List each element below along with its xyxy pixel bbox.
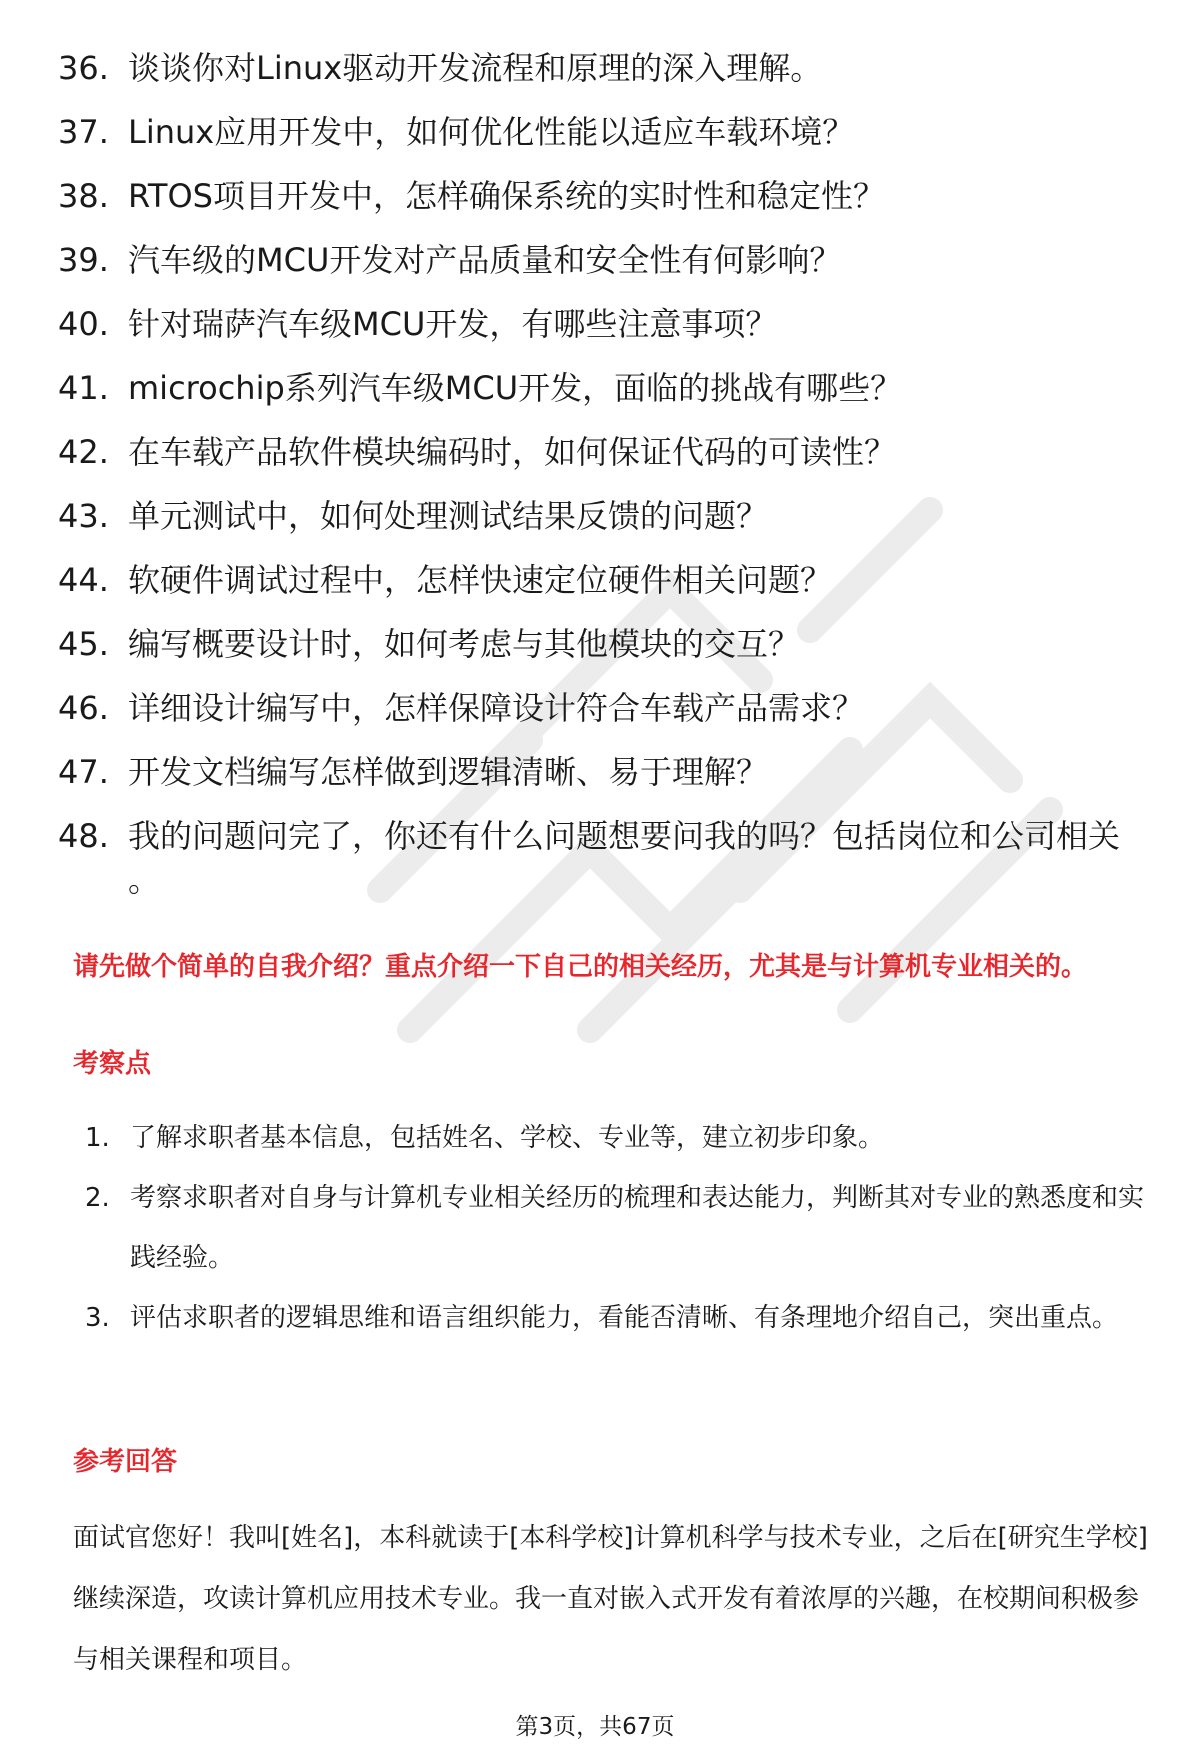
- question-number: 39.: [58, 241, 109, 279]
- point-text: 了解求职者基本信息，包括姓名、学校、专业等，建立初步印象。: [130, 1123, 885, 1153]
- question-number: 40.: [58, 305, 109, 343]
- question-number: 45.: [58, 625, 109, 663]
- question-text: microchip系列汽车级MCU开发，面临的挑战有哪些？: [128, 369, 903, 407]
- list-item: [58, 750, 1158, 794]
- list-item: [85, 1108, 1165, 1168]
- list-item: [58, 494, 1158, 538]
- reference-answer-heading: 参考回答: [73, 1447, 178, 1477]
- intro-question-heading: 请先做个简单的自我介绍？重点介绍一下自己的相关经历，尤其是与计算机专业相关的。: [73, 952, 1088, 982]
- list-item: [85, 1168, 1165, 1288]
- point-number: 2.: [85, 1183, 110, 1213]
- list-item: [58, 366, 1158, 410]
- question-text: 软硬件调试过程中，怎样快速定位硬件相关问题？: [128, 561, 833, 599]
- question-number: 37.: [58, 113, 109, 151]
- point-number: 1.: [85, 1123, 110, 1153]
- question-text: 在车载产品软件模块编码时，如何保证代码的可读性？: [128, 433, 897, 471]
- question-number: 46.: [58, 689, 109, 727]
- question-text: RTOS项目开发中，怎样确保系统的实时性和稳定性？: [128, 177, 885, 215]
- kaochadian-list: [85, 1108, 1165, 1348]
- question-number: 38.: [58, 177, 109, 215]
- kaochadian-heading: 考察点: [73, 1049, 152, 1079]
- list-item: [85, 1288, 1165, 1348]
- reference-answer-text: 面试官您好！我叫[姓名]，本科就读于[本科学校]计算机科学与技术专业，之后在[研究生学校]继续深造，攻读计算机应用技术专业。我一直对嵌入式开发有着浓厚的兴趣，在校期间积极参与相关课程和项目。: [73, 1523, 1148, 1675]
- list-item: [58, 558, 1158, 602]
- list-item: [58, 46, 1158, 90]
- question-text: 我的问题问完了，你还有什么问题想要问我的吗？包括岗位和公司相关 。: [128, 817, 1121, 899]
- list-item: [58, 110, 1158, 154]
- question-number: 43.: [58, 497, 109, 535]
- question-text: 编写概要设计时，如何考虑与其他模块的交互？: [128, 625, 801, 663]
- question-number: 44.: [58, 561, 109, 599]
- question-text: 开发文档编写怎样做到逻辑清晰、易于理解？: [128, 753, 769, 791]
- page-footer: 第3页，共67页: [515, 1714, 675, 1740]
- question-list: [58, 46, 1158, 922]
- point-text: 评估求职者的逻辑思维和语言组织能力，看能否清晰、有条理地介绍自己，突出重点。: [130, 1303, 1119, 1333]
- question-text: 针对瑞萨汽车级MCU开发，有哪些注意事项？: [128, 305, 778, 343]
- list-item: [58, 238, 1158, 282]
- list-item: [58, 430, 1158, 474]
- question-number: 42.: [58, 433, 109, 471]
- list-item: [58, 814, 1158, 902]
- list-item: [58, 686, 1158, 730]
- question-number: 41.: [58, 369, 109, 407]
- question-number: 47.: [58, 753, 109, 791]
- point-text: 考察求职者对自身与计算机专业相关经历的梳理和表达能力，判断其对专业的熟悉度和实践经验。: [130, 1183, 1145, 1273]
- question-text: Linux应用开发中，如何优化性能以适应车载环境？: [128, 113, 855, 151]
- question-text: 谈谈你对Linux驱动开发流程和原理的深入理解。: [128, 49, 823, 87]
- point-number: 3.: [85, 1303, 110, 1333]
- list-item: [58, 622, 1158, 666]
- list-item: [58, 174, 1158, 218]
- question-number: 36.: [58, 49, 109, 87]
- question-number: 48.: [58, 817, 109, 855]
- question-text: 汽车级的MCU开发对产品质量和安全性有何影响？: [128, 241, 842, 279]
- list-item: [58, 302, 1158, 346]
- question-text: 单元测试中，如何处理测试结果反馈的问题？: [128, 497, 769, 535]
- question-text: 详细设计编写中，怎样保障设计符合车载产品需求？: [128, 689, 865, 727]
